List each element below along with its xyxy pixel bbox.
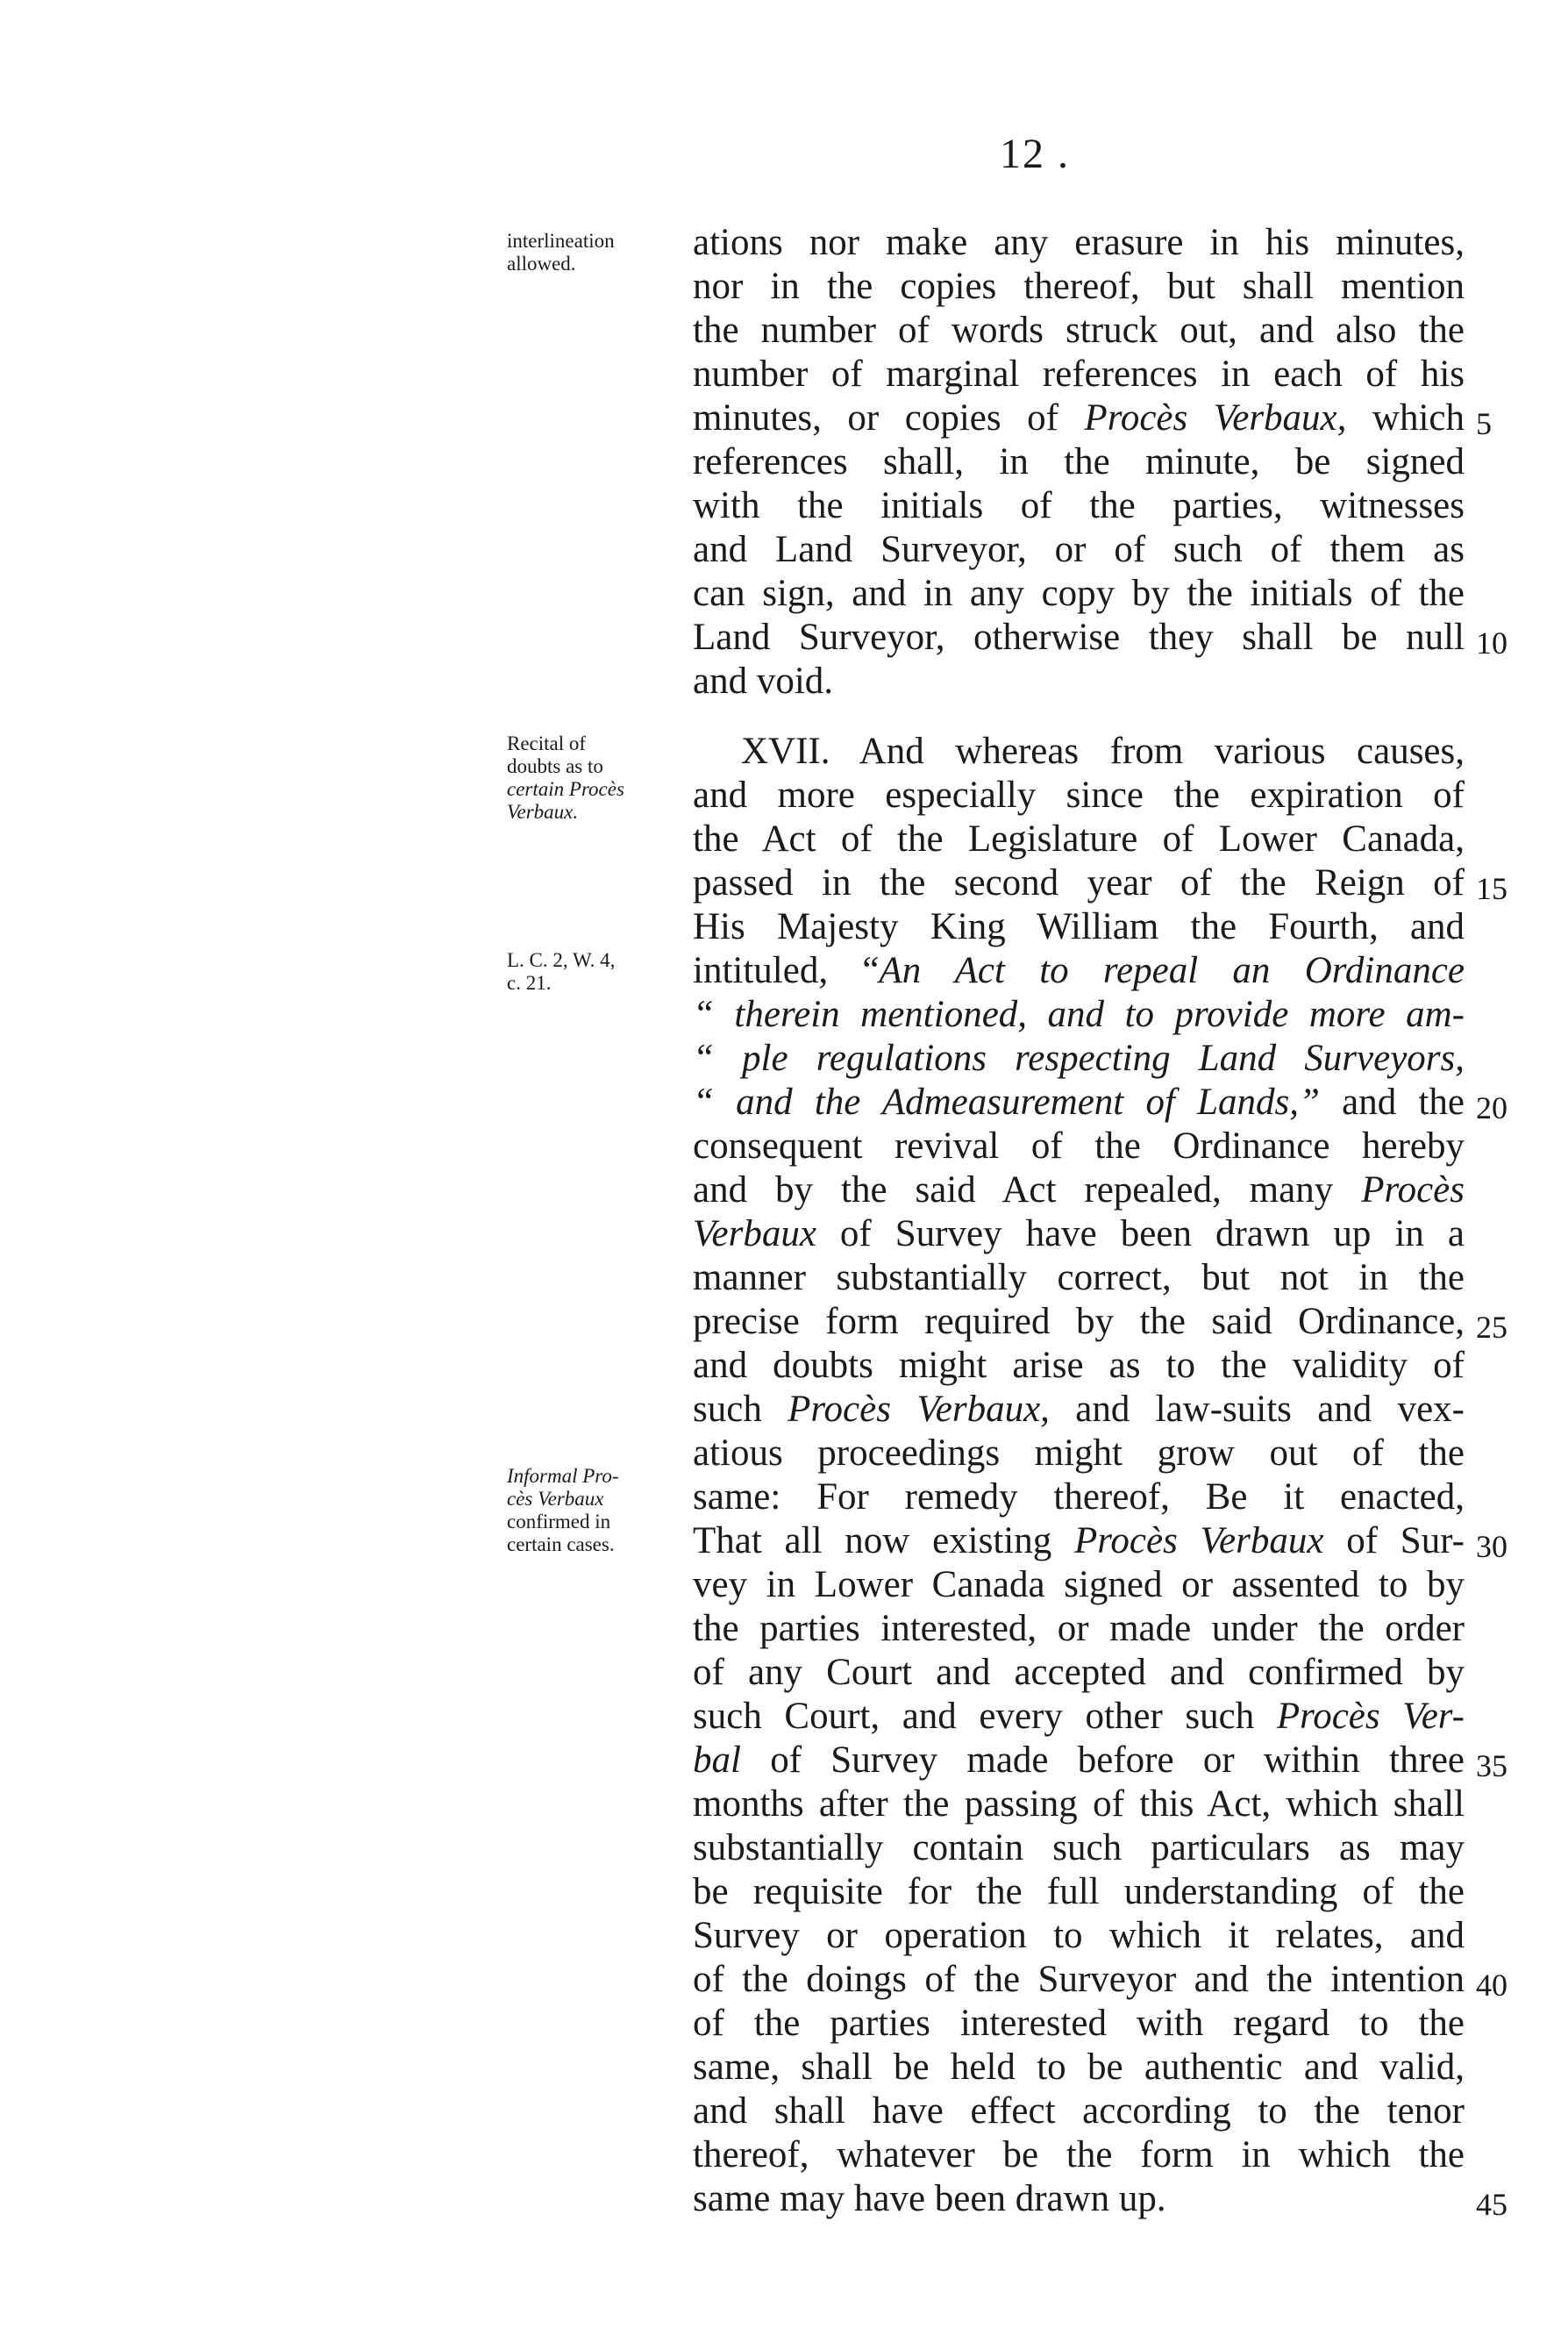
line-number: 10 <box>1476 625 1507 661</box>
page-number: 12 . <box>1000 131 1070 177</box>
italic-run: Procès <box>1361 1169 1465 1211</box>
text-line <box>693 993 1465 1037</box>
italic-run: “ therein mentioned, and to provide more am- <box>693 994 1465 1035</box>
margin-note-line <box>507 801 691 824</box>
text-line: months after the passing of this Act, which shall <box>693 1783 1465 1825</box>
margin-note-line: allowed. <box>507 253 576 275</box>
line-number: 20 <box>1476 1090 1507 1125</box>
margin-note-line: Recital of <box>507 732 587 754</box>
margin-note-line: certain cases. <box>507 1533 615 1555</box>
line-number: 45 <box>1476 2187 1507 2222</box>
text-run: of Sur- <box>1323 1520 1465 1561</box>
margin-note-line: doubts as to <box>507 755 603 777</box>
text-line: manner substantially correct, but not in the <box>693 1257 1465 1298</box>
margin-note-line: interlineation <box>507 230 615 252</box>
margin-note-line: confirmed in <box>507 1511 611 1532</box>
text-line: of the parties interested with regard to the <box>693 2003 1465 2044</box>
text-line: the parties interested, or made under the order <box>693 1608 1465 1649</box>
text-line <box>693 1519 1465 1563</box>
text-line: precise form required by the said Ordinance, <box>693 1301 1465 1342</box>
margin-note-line <box>507 1465 691 1488</box>
text-line: and more especially since the expiration of <box>693 775 1465 816</box>
margin-note-line: L. C. 2, W. 4, <box>507 949 616 971</box>
italic-run: Procès Ver- <box>1276 1696 1465 1737</box>
text-line <box>693 1695 1465 1739</box>
text-run: That all now existing <box>693 1520 1074 1561</box>
text-line: passed in the second year of the Reign of <box>693 862 1465 904</box>
text-line: substantially contain such particulars as may <box>693 1827 1465 1868</box>
text-line <box>693 1739 1465 1782</box>
line-number: 40 <box>1476 1968 1507 2003</box>
text-run: intituled, “ <box>693 950 880 991</box>
text-line: be requisite for the full understanding of the <box>693 1871 1465 1912</box>
text-run: and the <box>1319 1082 1465 1123</box>
text-line: His Majesty King William the Fourth, and <box>693 906 1465 947</box>
margin-note-statute-reference <box>507 949 691 995</box>
text-run: and by the said Act repealed, many <box>693 1169 1362 1211</box>
text-line: thereof, whatever be the form in which the <box>693 2134 1465 2175</box>
italic-run: “ and the Admeasurement of Lands,” <box>693 1082 1320 1123</box>
text-line: the number of words struck out, and also the <box>693 310 1465 351</box>
text-line: atious proceedings might grow out of the <box>693 1432 1465 1474</box>
margin-note-line <box>507 1488 691 1511</box>
text-line: the Act of the Legislature of Lower Canada, <box>693 818 1465 860</box>
text-line <box>693 1081 1465 1125</box>
line-number: 25 <box>1476 1310 1507 1345</box>
text-run: such Court, and every other such <box>693 1696 1277 1737</box>
text-line: Land Surveyor, otherwise they shall be null <box>693 617 1465 658</box>
margin-note-line: c. 21. <box>507 972 552 994</box>
text-run: and law-suits and vex- <box>1049 1389 1465 1430</box>
margin-note-interlineation <box>507 230 691 275</box>
text-line: same: For remedy thereof, Be it enacted, <box>693 1476 1465 1518</box>
text-line: references shall, in the minute, be signed <box>693 441 1465 482</box>
text-run: minutes, or copies of <box>693 397 1085 439</box>
text-line: number of marginal references in each of his <box>693 354 1465 395</box>
text-line: of any Court and accepted and confirmed by <box>693 1652 1465 1693</box>
text-line: nor in the copies thereof, but shall mention <box>693 266 1465 307</box>
line-number: 15 <box>1476 871 1507 906</box>
text-line: and void. <box>693 661 834 702</box>
text-run: of Survey made before or within three <box>740 1739 1465 1781</box>
margin-note-italic: certain Procès <box>507 778 624 800</box>
text-line <box>693 1388 1465 1432</box>
line-number: 30 <box>1476 1529 1507 1564</box>
text-line: ations nor make any erasure in his minutes, <box>693 222 1465 263</box>
margin-note-italic: cès Verbaux <box>507 1488 604 1510</box>
text-line: with the initials of the parties, witnesses <box>693 485 1465 526</box>
italic-run: An Act to repeal an Ordinance <box>879 950 1465 991</box>
margin-note-informal-proces <box>507 1465 691 1556</box>
text-run: such <box>693 1389 788 1430</box>
text-line: of the doings of the Surveyor and the intention <box>693 1959 1465 2000</box>
text-line: same, shall be held to be authentic and valid, <box>693 2047 1465 2088</box>
text-run: of Survey have been drawn up in a <box>816 1213 1465 1254</box>
italic-run: Procès Verbaux, <box>788 1389 1050 1430</box>
italic-run: Procès Verbaux, <box>1084 397 1347 439</box>
text-line: vey in Lower Canada signed or assented to by <box>693 1564 1465 1605</box>
text-run: which <box>1346 397 1465 439</box>
text-line: and Land Surveyor, or of such of them as <box>693 529 1465 570</box>
line-number: 5 <box>1476 406 1492 441</box>
text-line: and shall have effect according to the tenor <box>693 2090 1465 2132</box>
margin-note-recital <box>507 732 691 824</box>
text-line: consequent revival of the Ordinance hereby <box>693 1125 1465 1167</box>
text-line-section-heading: XVII. And whereas from various causes, <box>741 731 1465 772</box>
margin-note-italic: Informal Pro- <box>507 1465 619 1487</box>
text-line <box>693 1212 1465 1256</box>
margin-note-italic: Verbaux. <box>507 801 579 823</box>
text-line <box>693 949 1465 993</box>
margin-note-line <box>507 778 691 801</box>
text-line <box>693 1168 1465 1212</box>
text-line: Survey or operation to which it relates, and <box>693 1915 1465 1956</box>
text-line <box>693 396 1465 440</box>
text-line: same may have been drawn up. <box>693 2178 1166 2219</box>
text-line: can sign, and in any copy by the initials of the <box>693 573 1465 614</box>
italic-run: Procès Verbaux <box>1074 1520 1324 1561</box>
italic-run: “ ple regulations respecting Land Surveyors, <box>693 1038 1465 1079</box>
line-number: 35 <box>1476 1748 1507 1783</box>
text-line: and doubts might arise as to the validity of <box>693 1345 1465 1386</box>
italic-run: bal <box>693 1739 741 1781</box>
text-line <box>693 1037 1465 1081</box>
italic-run: Verbaux <box>693 1213 816 1254</box>
